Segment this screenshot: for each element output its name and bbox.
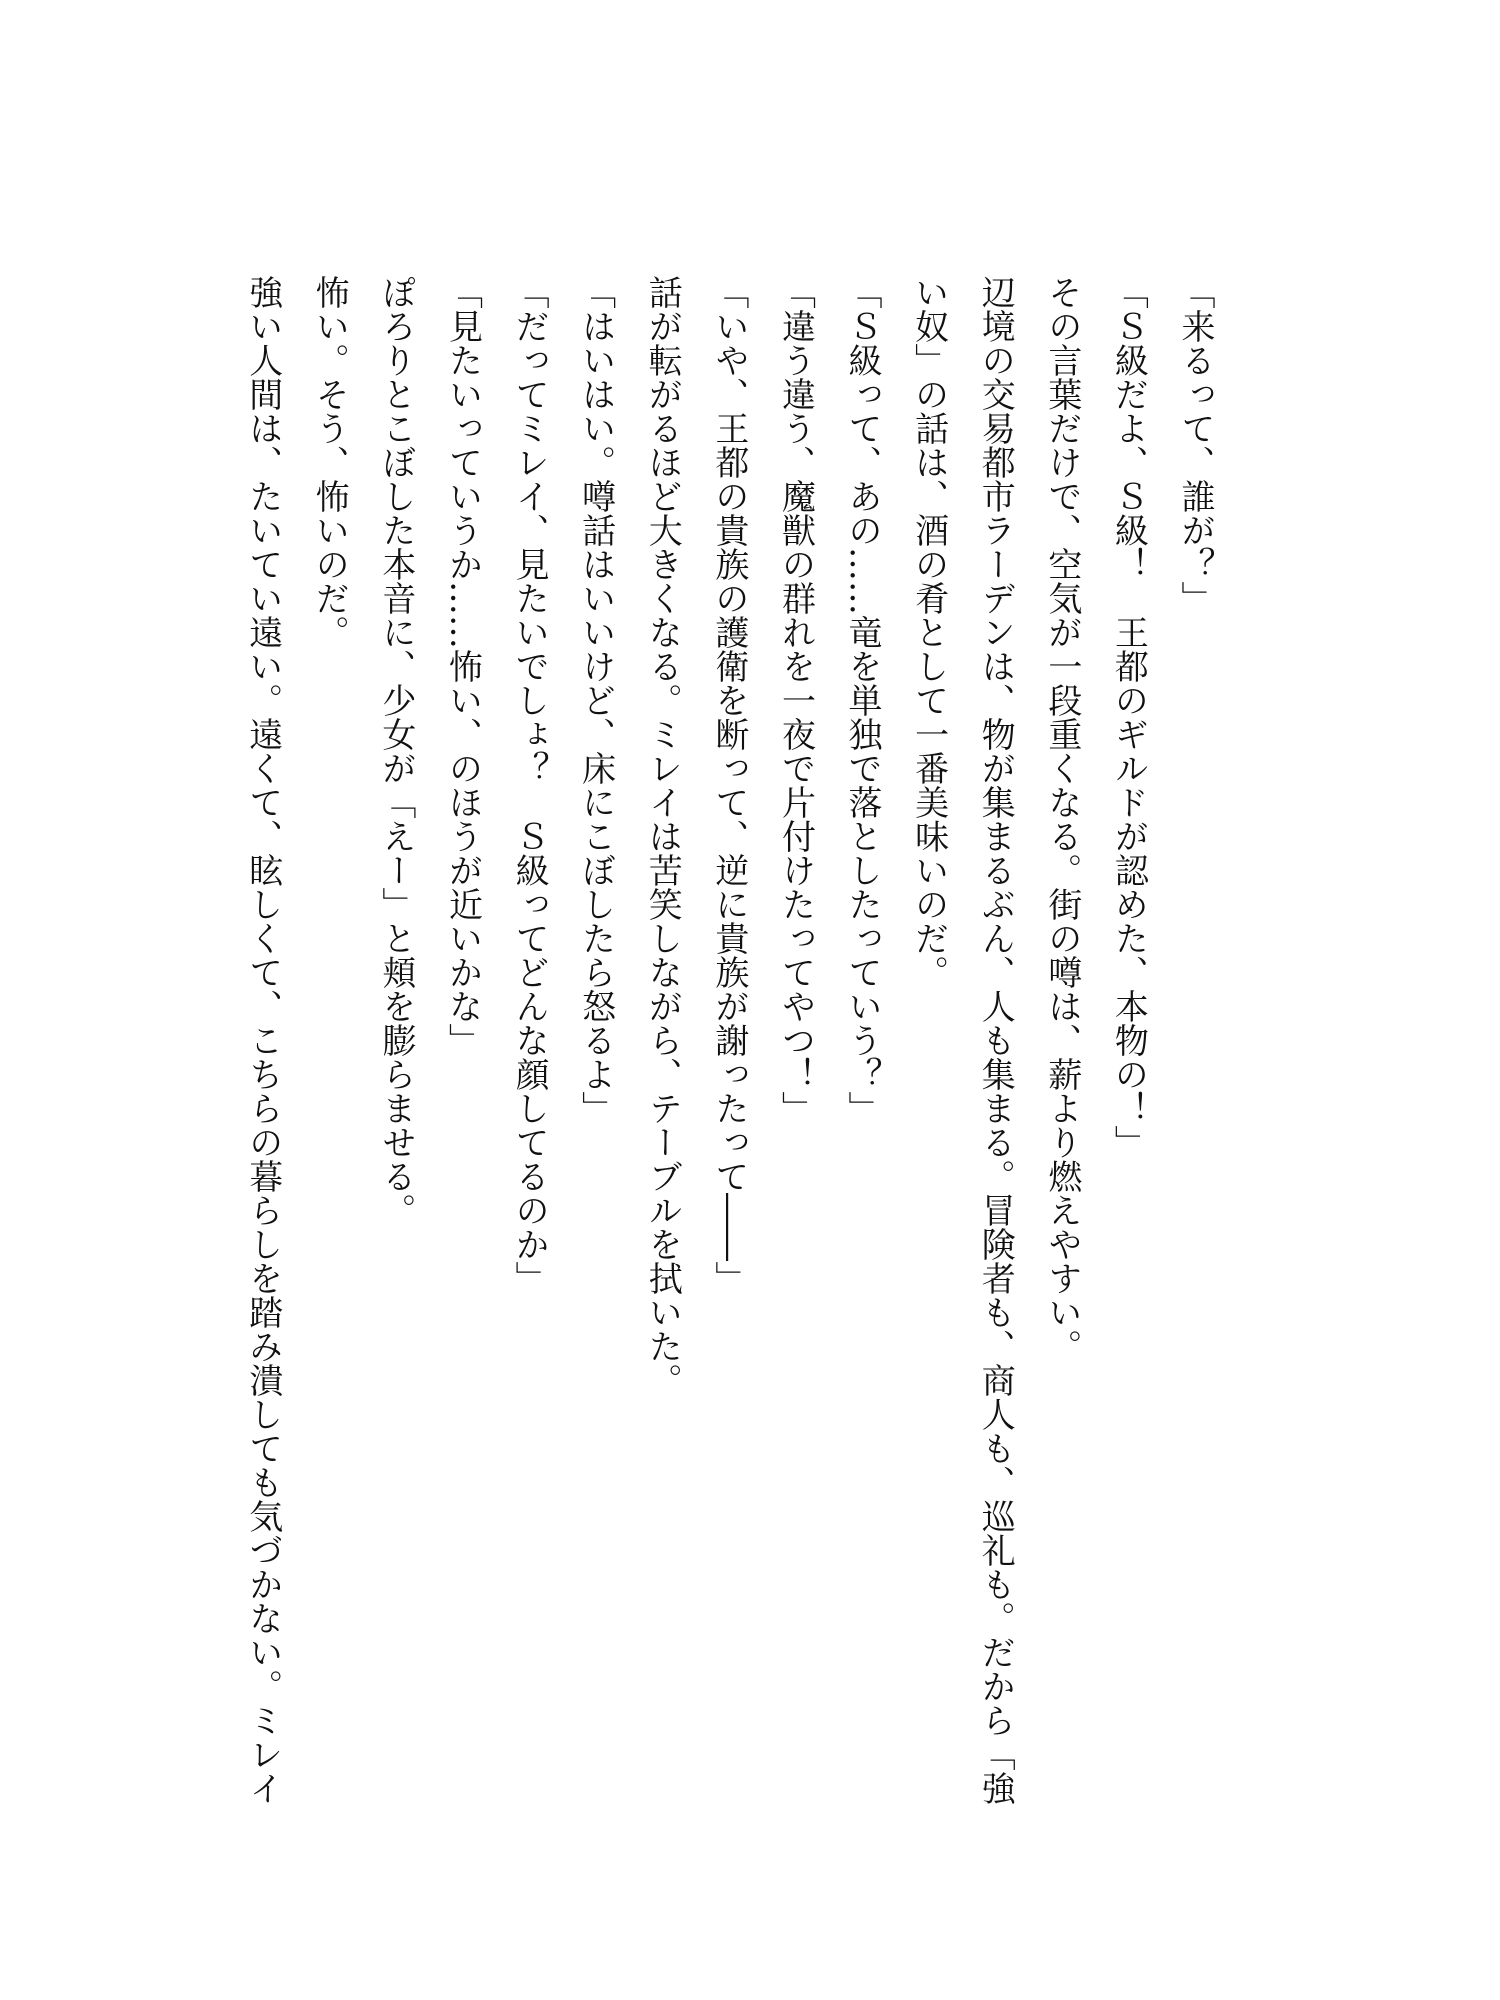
text-line-11: 「だってミレイ、見たいでしょ？ Ｓ級ってどんな顔してるのか」 [509,275,550,1295]
text-line-14: 怖い。そう、怖いのだ。 [309,275,350,649]
text-line-7: 「違う違う、魔獣の群れを一夜で片付けたってやつ！」 [775,275,816,1125]
text-line-6: 「Ｓ級って、あの……竜を単独で落としたっていう？」 [842,275,883,1125]
text-line-8: 「いや、王都の貴族の護衛を断って、逆に貴族が謝ったって――」 [708,275,749,1295]
text-line-3: その言葉だけで、空気が一段重くなる。街の噂は、薪より燃えやすい。 [1041,275,1082,1363]
text-line-10: 「はいはい。噂話はいいけど、床にこぼしたら怒るよ」 [575,275,616,1125]
vertical-text-body [229,275,1228,1835]
text-line-15: 強い人間は、たいてい遠い。遠くて、眩しくて、こちらの暮らしを踏み潰しても気づかない。ミレイ [242,275,283,1805]
text-line-4: 辺境の交易都市ラーデンは、物が集まるぶん、人も集まる。冒険者も、商人も、巡礼も。だから「強 [975,275,1016,1805]
text-line-12: 「見たいっていうか……怖い、のほうが近いかな」 [442,275,483,1057]
text-line-1: 「来るって、誰が？」 [1175,275,1215,615]
text-line-5: い奴」の話は、酒の肴として一番美味いのだ。 [908,275,949,989]
text-line-2: 「Ｓ級だよ、Ｓ級！ 王都のギルドが認めた、本物の！」 [1108,275,1149,1159]
text-line-13: ぽろりとこぼした本音に、少女が「えー」と頬を膨らませる。 [375,275,416,1227]
text-line-9: 話が転がるほど大きくなる。ミレイは苦笑しながら、テーブルを拭いた。 [642,275,683,1397]
